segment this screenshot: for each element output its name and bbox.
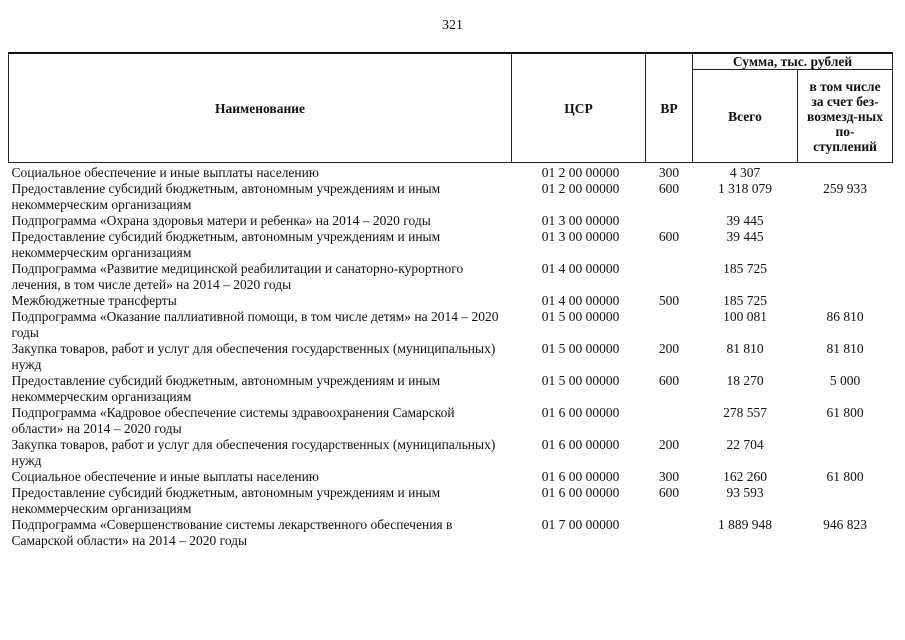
cell-name: Предоставление субсидий бюджетным, автономным учреждениям и иным некоммерческим организациям: [11, 485, 441, 516]
cell-free: 259 933: [823, 181, 867, 196]
cell-name: Предоставление субсидий бюджетным, автономным учреждениям и иным некоммерческим организациям: [11, 373, 441, 404]
cell-name: Предоставление субсидий бюджетным, автономным учреждениям и иным некоммерческим организациям: [11, 229, 441, 260]
cell-vr: [646, 213, 693, 229]
cell-vr: [646, 517, 693, 549]
header-sum-group: Сумма, тыс. рублей: [693, 53, 893, 70]
cell-csr: 01 3 00 00000: [541, 213, 620, 228]
cell-vr: [646, 261, 693, 293]
cell-total: 1 318 079: [718, 181, 772, 196]
cell-csr: 01 3 00 00000: [541, 229, 620, 244]
cell-total: 81 810: [726, 341, 764, 356]
cell-total: 185 725: [723, 293, 767, 308]
cell-csr: 01 6 00 00000: [541, 469, 620, 484]
cell-free: 5 000: [829, 373, 861, 388]
budget-table: [8, 52, 893, 549]
cell-free: [798, 293, 893, 309]
cell-name: Подпрограмма «Оказание паллиативной помощи, в том числе детям» на 2014 – 2020 годы: [11, 309, 499, 340]
cell-free: [798, 163, 893, 182]
table-row: [9, 213, 893, 229]
cell-vr: [646, 405, 693, 437]
cell-vr: 300: [658, 165, 680, 180]
cell-vr: 600: [658, 485, 680, 500]
cell-total: 39 445: [726, 229, 764, 244]
table-row: [9, 373, 893, 405]
table-row: [9, 309, 893, 341]
cell-csr: 01 5 00 00000: [541, 373, 620, 388]
table-row: [9, 229, 893, 261]
cell-vr: 600: [658, 181, 680, 196]
cell-free: [798, 213, 893, 229]
cell-name: Социальное обеспечение и иные выплаты населению: [11, 165, 319, 180]
cell-free: [798, 437, 893, 469]
table-row: [9, 163, 893, 182]
page-number: 321: [442, 18, 463, 33]
cell-total: 1 889 948: [718, 517, 772, 532]
cell-free: 61 800: [826, 405, 864, 420]
cell-vr: [646, 309, 693, 341]
header-csr: ЦСР: [512, 53, 646, 163]
cell-total: 185 725: [723, 261, 767, 276]
cell-free: 946 823: [823, 517, 867, 532]
cell-free: [798, 261, 893, 293]
cell-csr: 01 6 00 00000: [541, 485, 620, 500]
cell-vr: 200: [658, 341, 680, 356]
cell-free: 81 810: [826, 341, 864, 356]
table-row: [9, 293, 893, 309]
table-row: [9, 261, 893, 293]
table-row: [9, 517, 893, 549]
cell-total: 278 557: [723, 405, 767, 420]
cell-vr: 300: [658, 469, 680, 484]
table-row: [9, 341, 893, 373]
cell-name: Закупка товаров, работ и услуг для обеспечения государственных (муниципальных) нужд: [11, 341, 496, 372]
cell-total: 93 593: [726, 485, 764, 500]
cell-name: Подпрограмма «Развитие медицинской реабилитации и санаторно-курортного лечения, в том числе детей» на 2014 – 2020 годы: [11, 261, 464, 292]
cell-total: 18 270: [726, 373, 764, 388]
cell-csr: 01 7 00 00000: [541, 517, 620, 532]
table-row: [9, 181, 893, 213]
cell-vr: 500: [658, 293, 680, 308]
cell-name: Подпрограмма «Охрана здоровья матери и ребенка» на 2014 – 2020 годы: [11, 213, 431, 228]
cell-name: Закупка товаров, работ и услуг для обеспечения государственных (муниципальных) нужд: [11, 437, 496, 468]
cell-csr: 01 2 00 00000: [541, 165, 620, 180]
table-row: [9, 405, 893, 437]
cell-free: 86 810: [826, 309, 864, 324]
cell-name: Подпрограмма «Совершенствование системы лекарственного обеспечения в Самарской области» на 2014 – 2020 годы: [11, 517, 453, 548]
cell-vr: 200: [658, 437, 680, 452]
table-header: [9, 53, 893, 163]
cell-total: 162 260: [723, 469, 767, 484]
cell-vr: 600: [658, 373, 680, 388]
header-name: Наименование: [9, 53, 512, 163]
header-total: Всего: [693, 70, 798, 163]
cell-csr: 01 4 00 00000: [541, 293, 620, 308]
table-row: [9, 437, 893, 469]
cell-name: Межбюджетные трансферты: [11, 293, 177, 308]
cell-total: 39 445: [726, 213, 764, 228]
cell-csr: 01 5 00 00000: [541, 341, 620, 356]
cell-csr: 01 6 00 00000: [541, 437, 620, 452]
cell-name: Социальное обеспечение и иные выплаты населению: [11, 469, 319, 484]
cell-vr: 600: [658, 229, 680, 244]
cell-free: 61 800: [826, 469, 864, 484]
cell-name: Предоставление субсидий бюджетным, автономным учреждениям и иным некоммерческим организациям: [11, 181, 441, 212]
cell-total: 22 704: [726, 437, 764, 452]
header-free: в том числе за счет без-возмезд-ных по-ступлений: [798, 70, 893, 163]
cell-csr: 01 4 00 00000: [541, 261, 620, 276]
table-body: [9, 163, 893, 550]
cell-csr: 01 6 00 00000: [541, 405, 620, 420]
cell-csr: 01 5 00 00000: [541, 309, 620, 324]
cell-free: [798, 485, 893, 517]
cell-free: [798, 229, 893, 261]
cell-name: Подпрограмма «Кадровое обеспечение системы здравоохранения Самарской области» на 2014 – 2020 годы: [11, 405, 455, 436]
table-row: [9, 469, 893, 485]
cell-total: 4 307: [729, 165, 761, 180]
cell-csr: 01 2 00 00000: [541, 181, 620, 196]
cell-total: 100 081: [723, 309, 767, 324]
table-row: [9, 485, 893, 517]
header-vr: ВР: [646, 53, 693, 163]
